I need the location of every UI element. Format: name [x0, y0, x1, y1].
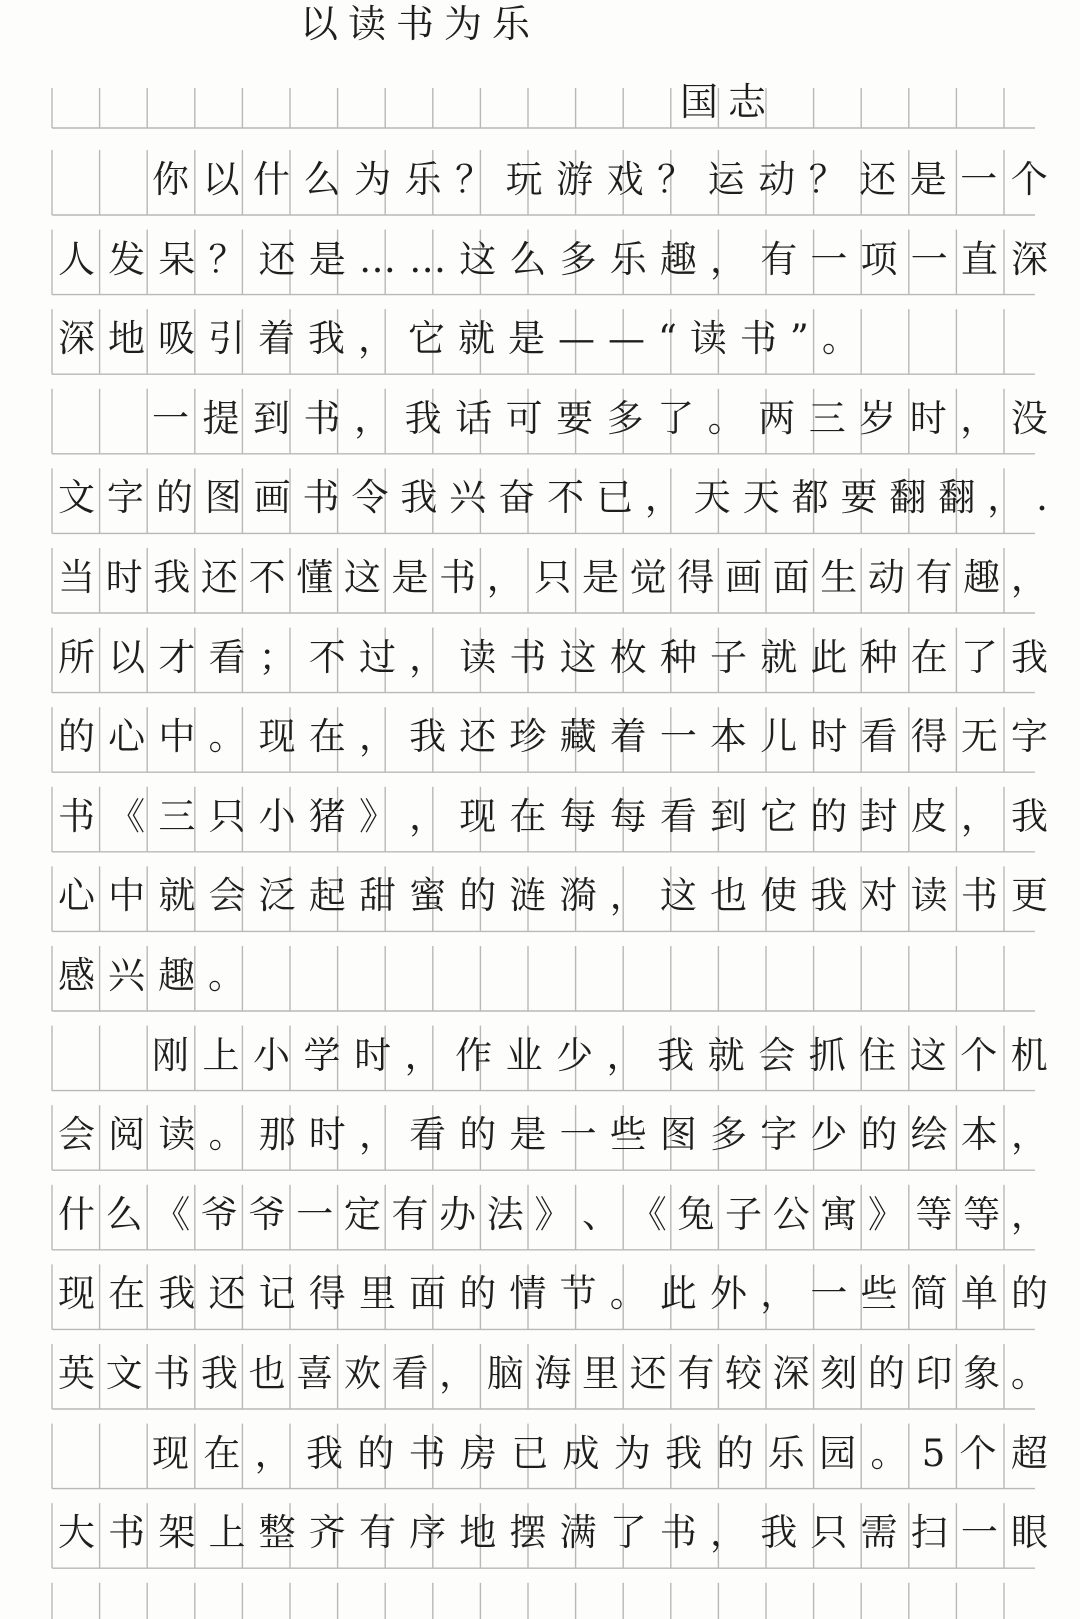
- essay-line: 现 在 我 还 记 得 里 面 的 情 节 。 此 外 ， 一 些 简 单 的: [58, 1272, 1048, 1316]
- essay-line: 当 时 我 还 不 懂 这 是 书 ， 只 是 觉 得 画 面 生 动 有 趣 ，: [58, 556, 1048, 599]
- essay-line: 深 地 吸 引 着 我 ， 它 就 是 — — “ 读 书 ” 。: [58, 317, 859, 361]
- essay-line: 现 在 ， 我 的 书 房 已 成 为 我 的 乐 园 。 5 个 超: [152, 1431, 1048, 1475]
- essay-title: 以读书为乐: [300, 2, 541, 46]
- essay-line: 的 心 中 。 现 在 ， 我 还 珍 藏 着 一 本 儿 时 看 得 无 字: [58, 715, 1048, 759]
- essay-line: 心 中 就 会 泛 起 甜 蜜 的 涟 漪 ， 这 也 使 我 对 读 书 更: [58, 874, 1048, 918]
- essay-line: 所 以 才 看 ； 不 过 ， 读 书 这 枚 种 子 就 此 种 在 了 我: [58, 635, 1048, 679]
- essay-line: 刚 上 小 学 时 ， 作 业 少 ， 我 就 会 抓 住 这 个 机: [152, 1033, 1048, 1077]
- essay-line: 感 兴 趣 。: [58, 954, 245, 997]
- essay-line: 人 发 呆 ？ 还 是 … … 这 么 多 乐 趣 ， 有 一 项 一 直 深: [58, 237, 1048, 281]
- essay-line: 书 《 三 只 小 猪 》 ， 现 在 每 每 看 到 它 的 封 皮 ， 我: [58, 794, 1048, 838]
- essay-line: 文 字 的 图 画 书 令 我 兴 奋 不 已 ， 天 天 都 要 翻 翻 ， .: [58, 476, 1048, 520]
- essay-line: 你 以 什 么 为 乐 ？ 玩 游 戏 ？ 运 动 ？ 还 是 一 个: [152, 158, 1048, 201]
- essay-line: 会 阅 读 。 那 时 ， 看 的 是 一 些 图 多 字 少 的 绘 本 ，: [58, 1113, 1048, 1157]
- essay-line: 大 书 架 上 整 齐 有 序 地 摆 满 了 书 ， 我 只 需 扫 一 眼: [58, 1511, 1048, 1555]
- essay-line: 什 么 《 爷 爷 一 定 有 办 法 》 、 《 兔 子 公 寓 》 等 等 ，: [58, 1192, 1048, 1236]
- essay-line: 一 提 到 书 ， 我 话 可 要 多 了 。 两 三 岁 时 ， 没: [152, 396, 1048, 440]
- essay-author: 国志: [680, 80, 777, 124]
- essay-line: 英 文 书 我 也 喜 欢 看 ， 脑 海 里 还 有 较 深 刻 的 印 象 。: [58, 1352, 1048, 1395]
